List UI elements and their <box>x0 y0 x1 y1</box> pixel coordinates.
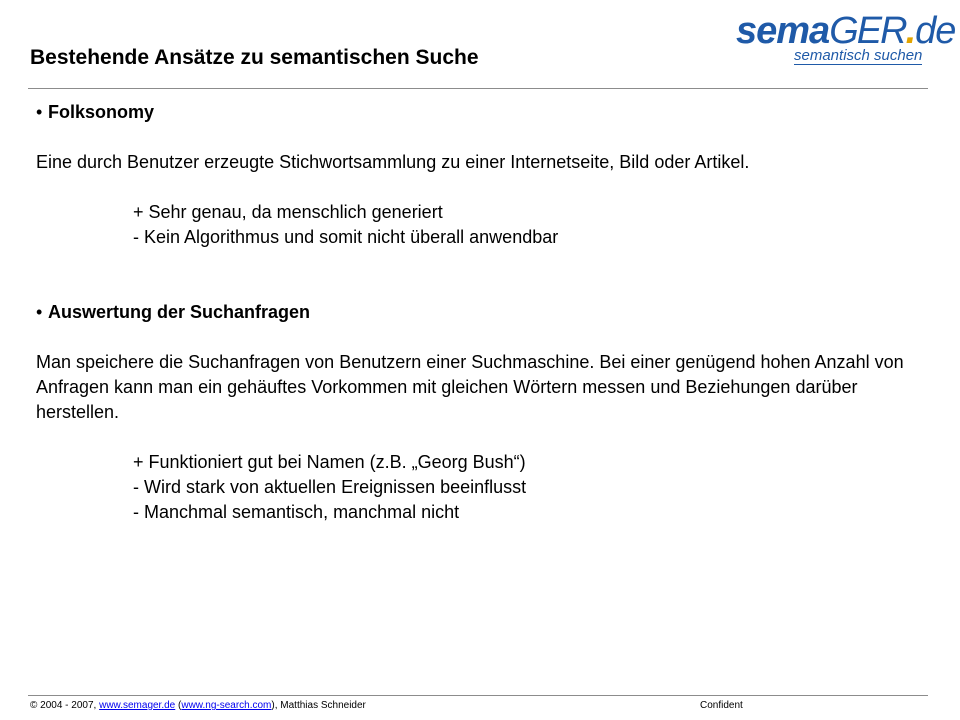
section-heading-text: Folksonomy <box>48 102 155 122</box>
section-heading-text: Auswertung der Suchanfragen <box>48 302 311 322</box>
spacer <box>36 175 926 200</box>
footer-copyright: © 2004 - 2007, <box>30 700 100 711</box>
spacer <box>36 425 926 450</box>
bullet-icon: • <box>36 302 43 322</box>
spacer <box>36 325 926 350</box>
footer-link-ngsearch[interactable]: www.ng-search.com <box>181 700 272 711</box>
header-divider <box>28 88 928 89</box>
pro-point: + Sehr genau, da menschlich generiert <box>133 202 443 222</box>
section-paragraph: Eine durch Benutzer erzeugte Stichwortsammlung zu einer Internetseite, Bild oder Artikel. <box>36 152 750 172</box>
logo-de: de <box>915 10 956 52</box>
footer-confidential: Confident <box>700 700 743 711</box>
spacer <box>36 250 926 300</box>
logo-sema: sema <box>736 10 830 52</box>
logo-ger: GER <box>829 10 906 52</box>
semager-logo <box>736 8 956 68</box>
logo-tagline: semantisch suchen <box>794 47 923 64</box>
slide-title: Bestehende Ansätze zu semantischen Suche <box>30 46 479 69</box>
spacer <box>36 125 926 150</box>
footer-divider <box>28 695 928 696</box>
footer-author: ), Matthias Schneider <box>271 700 366 711</box>
logo-dot: . <box>905 10 916 52</box>
section-paragraph: Man speichere die Suchanfragen von Benutzern einer Suchmaschine. Bei einer genügend hohen Anzahl von Anfragen kann man ein gehäuftes Vorkommen mit gleichen Wörtern messen und Beziehungen darüber herstellen. <box>36 352 904 422</box>
con-point: - Manchmal semantisch, manchmal nicht <box>133 502 460 522</box>
footer <box>30 700 930 711</box>
section-heading-folksonomy <box>36 100 926 125</box>
slide-content <box>36 100 926 525</box>
con-point: - Kein Algorithmus und somit nicht überall anwendbar <box>133 227 559 247</box>
con-point: - Wird stark von aktuellen Ereignissen beeinflusst <box>133 477 527 497</box>
footer-link-semager[interactable]: www.semager.de <box>99 700 176 711</box>
pro-point: + Funktioniert gut bei Namen (z.B. „Georg Bush“) <box>133 452 526 472</box>
section-heading-suchanfragen <box>36 300 926 325</box>
footer-paren-open: ( <box>175 700 182 711</box>
bullet-icon: • <box>36 102 43 122</box>
